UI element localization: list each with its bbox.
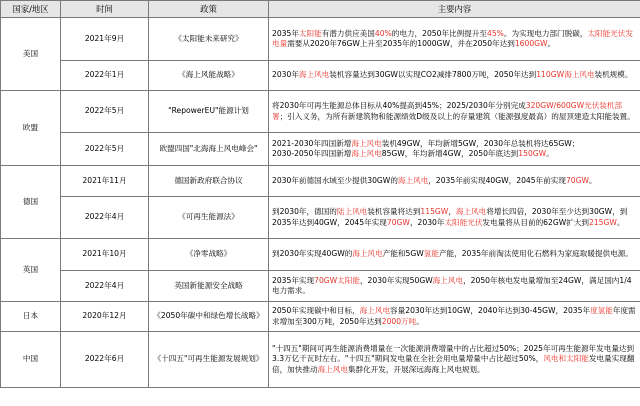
content-text: 年度需求增加至300万吨，2050年达到 <box>272 306 636 326</box>
highlight-text: 70GW太阳能 <box>314 275 360 285</box>
policy-cell: 《2050年碳中和绿色增长战略》 <box>149 302 269 332</box>
content-text: 需要从2020年76GW上升至2035年的1000GW，并在2050年达到 <box>287 39 515 48</box>
highlight-text: 海上风电 <box>359 306 391 315</box>
table-row <box>1 166 640 197</box>
highlight-text: 海上风电 <box>298 70 330 80</box>
policy-cell: 《净零战略》 <box>149 239 269 271</box>
policy-cell: 欧盟四国"北海海上风电峰会" <box>149 133 269 166</box>
content-text: 产能和5GW <box>382 249 424 259</box>
date-cell: 2021年10月 <box>61 239 149 271</box>
header-region: 国家/地区 <box>1 1 61 18</box>
header-row <box>1 1 640 18</box>
policy-cell: 英国新能源安全战略 <box>149 271 269 302</box>
content-text: 到2030年实现40GW的 <box>272 249 353 259</box>
content-text: ，2030年实现50GW <box>359 275 433 285</box>
highlight-text: 风电和太阳能 <box>543 354 589 364</box>
header-policy: 政策 <box>149 1 269 18</box>
content-text: 2030年 <box>272 70 299 80</box>
highlight-text: 海上风电 <box>455 207 487 216</box>
content-text: 2030-2050年四国新增 <box>272 149 352 158</box>
content-text: 装机规模。 <box>594 70 633 80</box>
content-cell <box>269 133 640 166</box>
highlight-text: 45% <box>487 28 504 38</box>
region-cell: 中国 <box>1 332 61 388</box>
highlight-text: 陆上风电 <box>336 207 368 216</box>
content-text: 装机49GW，年均新增5GW，2030年总装机将达65GW； <box>381 138 580 148</box>
region-cell: 日本 <box>1 302 61 332</box>
highlight-text: 40% <box>374 28 392 38</box>
highlight-text: 度氢能 <box>590 306 613 315</box>
content-cell <box>269 91 640 133</box>
policy-cell: 《十四五"可再生能源发展规划》 <box>149 332 269 388</box>
date-cell: 2021年11月 <box>61 166 149 197</box>
content-cell <box>269 271 640 302</box>
date-cell: 2021年9月 <box>61 18 149 61</box>
highlight-text: 2000万吨 <box>381 316 417 326</box>
highlight-text: 110GW海上风电 <box>536 70 595 80</box>
highlight-text: 海上风电 <box>351 138 382 148</box>
content-text: 。 <box>616 217 625 227</box>
table-row <box>1 197 640 239</box>
policy-cell: 《可再生能源法》 <box>149 197 269 239</box>
table-row <box>1 133 640 166</box>
date-cell: 2022年6月 <box>61 332 149 388</box>
policy-cell: "RepowerEU"能源计划 <box>149 91 269 133</box>
highlight-text: 320GW/600GW光伏装机部署 <box>272 101 623 121</box>
date-cell: 2020年12月 <box>61 302 149 332</box>
content-text: 2050年实现碳中和目标， <box>272 306 360 315</box>
region-cell: 欧盟 <box>1 91 61 166</box>
header-date: 时间 <box>61 1 149 18</box>
highlight-text: 70GW <box>386 217 410 227</box>
content-cell <box>269 61 640 91</box>
content-cell <box>269 332 640 388</box>
table-row <box>1 61 640 91</box>
content-text: "十四五"期间可再生能源消费增量在一次能源消费增量中的占比超过50%；2025年可再生能源年发电量达到3.3万亿千瓦时左右。"十四五"期间发电量在全社会用电量增量中占比超过50%， <box>272 343 635 364</box>
content-text: 。 <box>589 175 597 185</box>
content-text: ，2050年核电发电量增加至24GW，满足国内1/4电力需求。 <box>272 275 632 295</box>
table-row <box>1 332 640 388</box>
content-text: ， <box>448 207 456 216</box>
table-row <box>1 302 640 332</box>
content-text: 。 <box>547 39 556 48</box>
highlight-text: 海上风电 <box>352 249 383 259</box>
content-text: 容量2030年达到10GW，2040年达到30-45GW，2035年 <box>390 306 591 315</box>
region-cell: 英国 <box>1 239 61 302</box>
highlight-text: 215GW <box>589 217 617 227</box>
content-text: 。 <box>546 149 554 158</box>
content-cell <box>269 197 640 239</box>
content-text: 85GW，年均新增4GW，2050年底达到 <box>381 149 519 158</box>
content-cell <box>269 18 640 61</box>
content-text: 。为实现电力部门脱碳， <box>503 28 588 38</box>
highlight-text: 太阳能 <box>298 28 322 38</box>
highlight-text: 海上风电 <box>397 175 429 185</box>
region-cell: 德国 <box>1 166 61 239</box>
content-cell <box>269 239 640 271</box>
date-cell: 2022年1月 <box>61 61 149 91</box>
highlight-text: 海上风电 <box>432 275 464 285</box>
content-text: 2030年前德国水域至少提供30GW的 <box>272 175 398 185</box>
highlight-text: 1600GW <box>514 39 548 48</box>
region-cell: 美国 <box>1 18 61 91</box>
content-text: ；引入义务，为所有新建筑物和能源绩效D级及以上的存量建筑（能源强度最高）的屋顶建造太阳能装置。 <box>279 111 635 121</box>
highlight-text: 太阳能光伏发电量 <box>272 28 633 48</box>
content-text: ，2030年 <box>409 217 445 227</box>
table-row <box>1 239 640 271</box>
table-row <box>1 91 640 133</box>
content-text: 2035年实现 <box>272 275 315 285</box>
content-text: 产能，2035年前淘汰使用化石燃料为家庭取暖提供电源。 <box>438 249 633 259</box>
content-text: 装机容量达到30GW以实现CO2减排7800万吨，2050年达到 <box>329 70 537 80</box>
highlight-text: 太阳能光伏 <box>444 217 483 227</box>
highlight-text: 氢能 <box>423 249 439 259</box>
content-text: 集群化开发，开展深远海海上风电规划。 <box>347 364 485 374</box>
content-text: 的电力，2050年比例提升至 <box>391 28 488 38</box>
content-text: ，2035年前实现40GW，2045年前实现 <box>428 175 566 185</box>
policy-cell: 《太阳能未来研究》 <box>149 18 269 61</box>
content-text: 到2030年，德国的 <box>272 207 337 216</box>
date-cell: 2022年4月 <box>61 271 149 302</box>
highlight-text: 150GW <box>518 149 547 158</box>
table-row <box>1 271 640 302</box>
policy-cell: 德国新政府联合协议 <box>149 166 269 197</box>
content-text: 将2030年可再生能源总体目标从40%提高到45%；2025/2030年分别完成 <box>272 101 526 110</box>
table-body <box>1 18 640 388</box>
content-text: 有潜力供应美国 <box>321 28 375 38</box>
content-text: 发电量将从目前的62GW扩大到 <box>482 217 590 227</box>
content-text: 2035年 <box>272 28 299 38</box>
header-content: 主要内容 <box>269 1 640 18</box>
content-cell <box>269 166 640 197</box>
date-cell: 2022年4月 <box>61 197 149 239</box>
content-text: 。 <box>416 316 424 326</box>
policy-cell: 《海上风能战略》 <box>149 61 269 91</box>
date-cell: 2022年5月 <box>61 133 149 166</box>
content-text: 发电量实现翻倍，加快推动 <box>272 354 635 374</box>
highlight-text: 海上风电 <box>317 364 348 374</box>
highlight-text: 115GW <box>420 207 449 216</box>
highlight-text: 70GW <box>565 175 590 185</box>
highlight-text: 海上风电 <box>351 149 382 158</box>
table-row <box>1 18 640 61</box>
date-cell: 2022年5月 <box>61 91 149 133</box>
content-cell <box>269 302 640 332</box>
content-text: 2021-2030年四国新增 <box>272 138 352 148</box>
content-text: 装机容量将达到 <box>367 207 421 216</box>
content-text: 将增长四倍，2030年至少达到30GW，到2035年达到40GW，2045年实现 <box>272 207 628 227</box>
